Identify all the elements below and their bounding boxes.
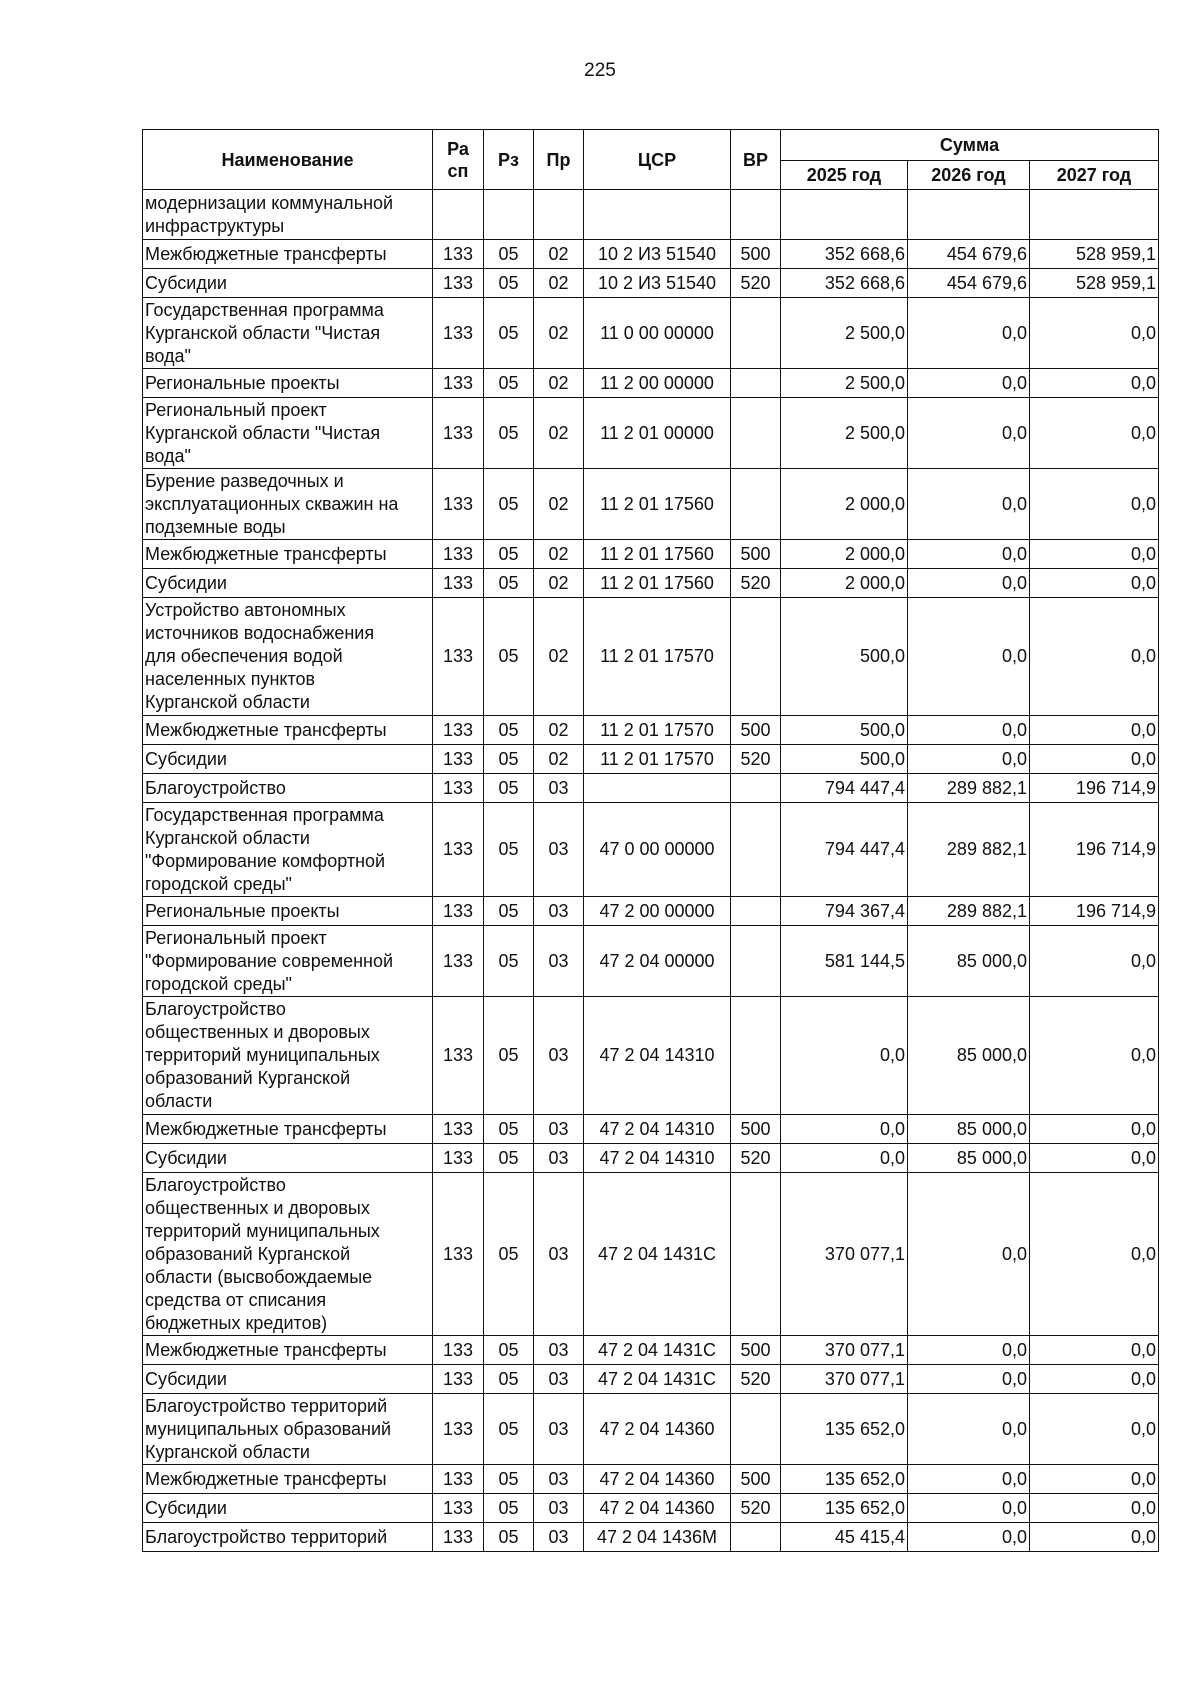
cell-2027: 0,0 (1030, 398, 1159, 469)
table-row (143, 1144, 1159, 1173)
cell-2027: 0,0 (1030, 598, 1159, 716)
cell-2027: 196 714,9 (1030, 897, 1159, 926)
cell-csr (584, 774, 731, 803)
cell-rz: 05 (484, 1144, 534, 1173)
cell-rasp: 133 (433, 469, 484, 540)
cell-2027: 0,0 (1030, 926, 1159, 997)
cell-rz: 05 (484, 745, 534, 774)
cell-2026: 0,0 (908, 540, 1030, 569)
cell-2026: 289 882,1 (908, 803, 1030, 897)
table-header (143, 130, 1159, 190)
cell-2027: 0,0 (1030, 1115, 1159, 1144)
cell-csr: 47 2 00 00000 (584, 897, 731, 926)
cell-2027: 0,0 (1030, 469, 1159, 540)
cell-2025: 0,0 (781, 1144, 908, 1173)
cell-2025: 45 415,4 (781, 1523, 908, 1552)
page-number: 225 (584, 60, 616, 81)
cell-csr: 11 2 01 17560 (584, 540, 731, 569)
table-row (143, 1394, 1159, 1465)
cell-name: Субсидии (143, 569, 433, 598)
table-row (143, 716, 1159, 745)
cell-2027: 0,0 (1030, 1394, 1159, 1465)
cell-name: Региональный проект "Формирование современной городской среды" (143, 926, 433, 997)
cell-csr: 47 2 04 14360 (584, 1494, 731, 1523)
cell-2027 (1030, 190, 1159, 240)
cell-vr: 500 (731, 1336, 781, 1365)
cell-vr (731, 298, 781, 369)
cell-rz: 05 (484, 997, 534, 1115)
cell-vr: 500 (731, 716, 781, 745)
cell-2027: 0,0 (1030, 716, 1159, 745)
cell-pr: 03 (534, 1336, 584, 1365)
cell-csr: 47 2 04 1431С (584, 1173, 731, 1336)
cell-rasp: 133 (433, 569, 484, 598)
cell-rz: 05 (484, 569, 534, 598)
table-row (143, 1336, 1159, 1365)
cell-2025: 2 000,0 (781, 469, 908, 540)
cell-rz: 05 (484, 398, 534, 469)
cell-vr: 520 (731, 1494, 781, 1523)
cell-name: Субсидии (143, 269, 433, 298)
cell-rasp: 133 (433, 803, 484, 897)
cell-2025: 370 077,1 (781, 1336, 908, 1365)
cell-2027: 0,0 (1030, 1465, 1159, 1494)
cell-pr: 02 (534, 298, 584, 369)
cell-name: Межбюджетные трансферты (143, 1336, 433, 1365)
cell-name: Межбюджетные трансферты (143, 240, 433, 269)
cell-rz: 05 (484, 926, 534, 997)
cell-2027: 196 714,9 (1030, 774, 1159, 803)
cell-vr: 520 (731, 269, 781, 298)
cell-rasp: 133 (433, 598, 484, 716)
cell-name: Государственная программа Курганской области "Формирование комфортной городской среды" (143, 803, 433, 897)
cell-rasp: 133 (433, 745, 484, 774)
cell-name: Межбюджетные трансферты (143, 716, 433, 745)
cell-rz: 05 (484, 1523, 534, 1552)
header-2026: 2026 год (908, 161, 1030, 190)
cell-pr: 03 (534, 803, 584, 897)
cell-rz: 05 (484, 897, 534, 926)
cell-2025: 0,0 (781, 997, 908, 1115)
cell-2026: 0,0 (908, 398, 1030, 469)
cell-rz: 05 (484, 1494, 534, 1523)
cell-2026: 0,0 (908, 569, 1030, 598)
cell-2026: 85 000,0 (908, 997, 1030, 1115)
cell-rasp: 133 (433, 774, 484, 803)
cell-csr (584, 190, 731, 240)
cell-rasp: 133 (433, 1523, 484, 1552)
cell-2026: 85 000,0 (908, 1115, 1030, 1144)
cell-pr: 03 (534, 897, 584, 926)
table-row (143, 745, 1159, 774)
cell-vr (731, 1523, 781, 1552)
cell-2026: 85 000,0 (908, 1144, 1030, 1173)
header-sum: Сумма (781, 130, 1159, 161)
cell-2025: 2 500,0 (781, 298, 908, 369)
cell-csr: 11 2 01 00000 (584, 398, 731, 469)
header-pr: Пр (534, 130, 584, 190)
cell-rz: 05 (484, 240, 534, 269)
cell-pr: 02 (534, 569, 584, 598)
cell-2026: 0,0 (908, 1494, 1030, 1523)
cell-name: Устройство автономных источников водоснабжения для обеспечения водой населенных пунктов Курганской области (143, 598, 433, 716)
cell-2026: 0,0 (908, 369, 1030, 398)
cell-2026: 0,0 (908, 1394, 1030, 1465)
cell-rz: 05 (484, 298, 534, 369)
cell-2025: 794 447,4 (781, 774, 908, 803)
cell-csr: 47 2 04 1436М (584, 1523, 731, 1552)
cell-rz: 05 (484, 774, 534, 803)
header-rasp: Ра сп (433, 130, 484, 190)
cell-csr: 47 2 04 14360 (584, 1394, 731, 1465)
cell-rasp: 133 (433, 298, 484, 369)
cell-2026: 0,0 (908, 1365, 1030, 1394)
header-name: Наименование (143, 130, 433, 190)
cell-2025: 2 000,0 (781, 540, 908, 569)
table-row (143, 1494, 1159, 1523)
cell-rasp: 133 (433, 398, 484, 469)
cell-2027: 0,0 (1030, 1173, 1159, 1336)
cell-pr: 02 (534, 240, 584, 269)
cell-rz: 05 (484, 1173, 534, 1336)
cell-2025: 370 077,1 (781, 1173, 908, 1336)
table-row (143, 803, 1159, 897)
cell-2025: 500,0 (781, 598, 908, 716)
cell-rz: 05 (484, 716, 534, 745)
cell-vr: 500 (731, 1465, 781, 1494)
cell-2027: 0,0 (1030, 298, 1159, 369)
cell-2026: 454 679,6 (908, 240, 1030, 269)
cell-vr: 520 (731, 1144, 781, 1173)
cell-csr: 10 2 И3 51540 (584, 240, 731, 269)
cell-2026: 289 882,1 (908, 774, 1030, 803)
table-row (143, 774, 1159, 803)
table-row (143, 926, 1159, 997)
table-body (143, 190, 1159, 1552)
cell-rasp: 133 (433, 1336, 484, 1365)
cell-pr: 02 (534, 469, 584, 540)
cell-pr: 02 (534, 540, 584, 569)
cell-rasp: 133 (433, 997, 484, 1115)
cell-rasp (433, 190, 484, 240)
cell-2026: 0,0 (908, 298, 1030, 369)
cell-2025: 2 000,0 (781, 569, 908, 598)
cell-vr: 520 (731, 745, 781, 774)
table-row (143, 469, 1159, 540)
cell-rz (484, 190, 534, 240)
cell-rz: 05 (484, 1115, 534, 1144)
cell-csr: 10 2 И3 51540 (584, 269, 731, 298)
cell-rasp: 133 (433, 1115, 484, 1144)
header-rz: Рз (484, 130, 534, 190)
table-row (143, 1365, 1159, 1394)
cell-2026: 0,0 (908, 1523, 1030, 1552)
cell-name: Субсидии (143, 1365, 433, 1394)
cell-csr: 11 0 00 00000 (584, 298, 731, 369)
cell-csr: 47 2 04 1431С (584, 1336, 731, 1365)
cell-csr: 11 2 01 17560 (584, 569, 731, 598)
cell-2025 (781, 190, 908, 240)
cell-rz: 05 (484, 598, 534, 716)
cell-csr: 47 2 04 1431С (584, 1365, 731, 1394)
cell-2025: 135 652,0 (781, 1394, 908, 1465)
cell-2025: 370 077,1 (781, 1365, 908, 1394)
cell-2026: 85 000,0 (908, 926, 1030, 997)
cell-rz: 05 (484, 369, 534, 398)
cell-name: Благоустройство территорий муниципальных образований Курганской области (143, 1394, 433, 1465)
cell-vr (731, 469, 781, 540)
cell-2026: 0,0 (908, 1465, 1030, 1494)
cell-rz: 05 (484, 803, 534, 897)
cell-csr: 47 2 04 14310 (584, 1115, 731, 1144)
table-row (143, 569, 1159, 598)
cell-2026: 0,0 (908, 1173, 1030, 1336)
table-row (143, 190, 1159, 240)
header-2027: 2027 год (1030, 161, 1159, 190)
cell-vr (731, 1173, 781, 1336)
cell-pr: 03 (534, 1394, 584, 1465)
cell-rz: 05 (484, 269, 534, 298)
cell-2025: 2 500,0 (781, 398, 908, 469)
cell-csr: 11 2 01 17570 (584, 745, 731, 774)
cell-rz: 05 (484, 1394, 534, 1465)
cell-pr: 02 (534, 598, 584, 716)
cell-rasp: 133 (433, 240, 484, 269)
cell-rasp: 133 (433, 716, 484, 745)
cell-2027: 196 714,9 (1030, 803, 1159, 897)
cell-2027: 0,0 (1030, 1336, 1159, 1365)
cell-csr: 47 2 04 14310 (584, 997, 731, 1115)
cell-name: Региональный проект Курганской области "Чистая вода" (143, 398, 433, 469)
cell-csr: 47 2 04 14360 (584, 1465, 731, 1494)
cell-pr: 02 (534, 269, 584, 298)
cell-pr: 02 (534, 369, 584, 398)
cell-vr (731, 897, 781, 926)
cell-2026 (908, 190, 1030, 240)
table-row (143, 240, 1159, 269)
cell-rz: 05 (484, 469, 534, 540)
cell-2025: 352 668,6 (781, 240, 908, 269)
cell-name: Межбюджетные трансферты (143, 1465, 433, 1494)
cell-rasp: 133 (433, 1365, 484, 1394)
cell-rz: 05 (484, 1365, 534, 1394)
cell-rasp: 133 (433, 540, 484, 569)
cell-vr: 500 (731, 1115, 781, 1144)
cell-csr: 11 2 00 00000 (584, 369, 731, 398)
cell-pr: 02 (534, 716, 584, 745)
cell-pr: 03 (534, 1144, 584, 1173)
table-row (143, 298, 1159, 369)
cell-rz: 05 (484, 540, 534, 569)
cell-vr: 520 (731, 569, 781, 598)
cell-pr: 03 (534, 926, 584, 997)
cell-pr: 02 (534, 398, 584, 469)
cell-2027: 0,0 (1030, 1365, 1159, 1394)
table-row (143, 269, 1159, 298)
cell-csr: 47 2 04 14310 (584, 1144, 731, 1173)
header-csr: ЦСР (584, 130, 731, 190)
cell-pr: 03 (534, 1365, 584, 1394)
cell-vr: 520 (731, 1365, 781, 1394)
cell-2027: 0,0 (1030, 997, 1159, 1115)
table-row (143, 1173, 1159, 1336)
cell-rasp: 133 (433, 1173, 484, 1336)
cell-name: Межбюджетные трансферты (143, 1115, 433, 1144)
cell-name: Региональные проекты (143, 369, 433, 398)
cell-rasp: 133 (433, 897, 484, 926)
table-row (143, 369, 1159, 398)
cell-csr: 11 2 01 17570 (584, 598, 731, 716)
cell-vr (731, 398, 781, 469)
cell-2027: 528 959,1 (1030, 240, 1159, 269)
cell-2027: 0,0 (1030, 1144, 1159, 1173)
cell-2027: 528 959,1 (1030, 269, 1159, 298)
cell-rasp: 133 (433, 1465, 484, 1494)
cell-csr: 11 2 01 17560 (584, 469, 731, 540)
cell-name: Благоустройство территорий (143, 1523, 433, 1552)
cell-name: Региональные проекты (143, 897, 433, 926)
header-2025: 2025 год (781, 161, 908, 190)
cell-rz: 05 (484, 1336, 534, 1365)
cell-rasp: 133 (433, 1494, 484, 1523)
cell-2027: 0,0 (1030, 569, 1159, 598)
cell-2025: 794 447,4 (781, 803, 908, 897)
cell-2027: 0,0 (1030, 369, 1159, 398)
cell-pr: 03 (534, 997, 584, 1115)
cell-2025: 500,0 (781, 716, 908, 745)
cell-pr: 02 (534, 745, 584, 774)
cell-2025: 581 144,5 (781, 926, 908, 997)
table-row (143, 897, 1159, 926)
table-row (143, 1523, 1159, 1552)
cell-csr: 47 2 04 00000 (584, 926, 731, 997)
cell-vr (731, 369, 781, 398)
table-row (143, 1115, 1159, 1144)
cell-name: Государственная программа Курганской области "Чистая вода" (143, 298, 433, 369)
cell-vr: 500 (731, 540, 781, 569)
cell-2026: 454 679,6 (908, 269, 1030, 298)
cell-2025: 0,0 (781, 1115, 908, 1144)
cell-vr (731, 774, 781, 803)
cell-2025: 352 668,6 (781, 269, 908, 298)
cell-pr: 03 (534, 1115, 584, 1144)
cell-rasp: 133 (433, 1144, 484, 1173)
cell-pr: 03 (534, 774, 584, 803)
cell-vr (731, 190, 781, 240)
cell-csr: 47 0 00 00000 (584, 803, 731, 897)
cell-2025: 2 500,0 (781, 369, 908, 398)
cell-vr (731, 997, 781, 1115)
cell-2026: 0,0 (908, 598, 1030, 716)
cell-2026: 0,0 (908, 1336, 1030, 1365)
cell-2025: 794 367,4 (781, 897, 908, 926)
cell-name: Субсидии (143, 1144, 433, 1173)
cell-rasp: 133 (433, 269, 484, 298)
cell-name: Благоустройство общественных и дворовых территорий муниципальных образований Курганской области (143, 997, 433, 1115)
budget-table (142, 129, 1159, 1552)
cell-rasp: 133 (433, 369, 484, 398)
table-row (143, 598, 1159, 716)
cell-2026: 0,0 (908, 716, 1030, 745)
cell-pr (534, 190, 584, 240)
cell-2026: 0,0 (908, 745, 1030, 774)
cell-rasp: 133 (433, 926, 484, 997)
cell-2026: 0,0 (908, 469, 1030, 540)
cell-vr (731, 1394, 781, 1465)
cell-vr (731, 598, 781, 716)
cell-name: модернизации коммунальной инфраструктуры (143, 190, 433, 240)
cell-2027: 0,0 (1030, 540, 1159, 569)
cell-vr (731, 926, 781, 997)
table-row (143, 540, 1159, 569)
cell-vr (731, 803, 781, 897)
table-row (143, 1465, 1159, 1494)
table-row (143, 398, 1159, 469)
cell-name: Субсидии (143, 745, 433, 774)
cell-2027: 0,0 (1030, 1523, 1159, 1552)
cell-2027: 0,0 (1030, 1494, 1159, 1523)
table-row (143, 997, 1159, 1115)
cell-2025: 500,0 (781, 745, 908, 774)
cell-2027: 0,0 (1030, 745, 1159, 774)
cell-name: Бурение разведочных и эксплуатационных скважин на подземные воды (143, 469, 433, 540)
header-vr: ВР (731, 130, 781, 190)
cell-pr: 03 (534, 1173, 584, 1336)
cell-csr: 11 2 01 17570 (584, 716, 731, 745)
cell-pr: 03 (534, 1494, 584, 1523)
cell-2025: 135 652,0 (781, 1465, 908, 1494)
cell-2025: 135 652,0 (781, 1494, 908, 1523)
cell-name: Благоустройство (143, 774, 433, 803)
cell-name: Межбюджетные трансферты (143, 540, 433, 569)
cell-pr: 03 (534, 1465, 584, 1494)
cell-rasp: 133 (433, 1394, 484, 1465)
cell-name: Благоустройство общественных и дворовых территорий муниципальных образований Курганской области (высвобождаемые средства от списания бюджетных кредитов) (143, 1173, 433, 1336)
cell-vr: 500 (731, 240, 781, 269)
cell-2026: 289 882,1 (908, 897, 1030, 926)
cell-pr: 03 (534, 1523, 584, 1552)
cell-name: Субсидии (143, 1494, 433, 1523)
cell-rz: 05 (484, 1465, 534, 1494)
